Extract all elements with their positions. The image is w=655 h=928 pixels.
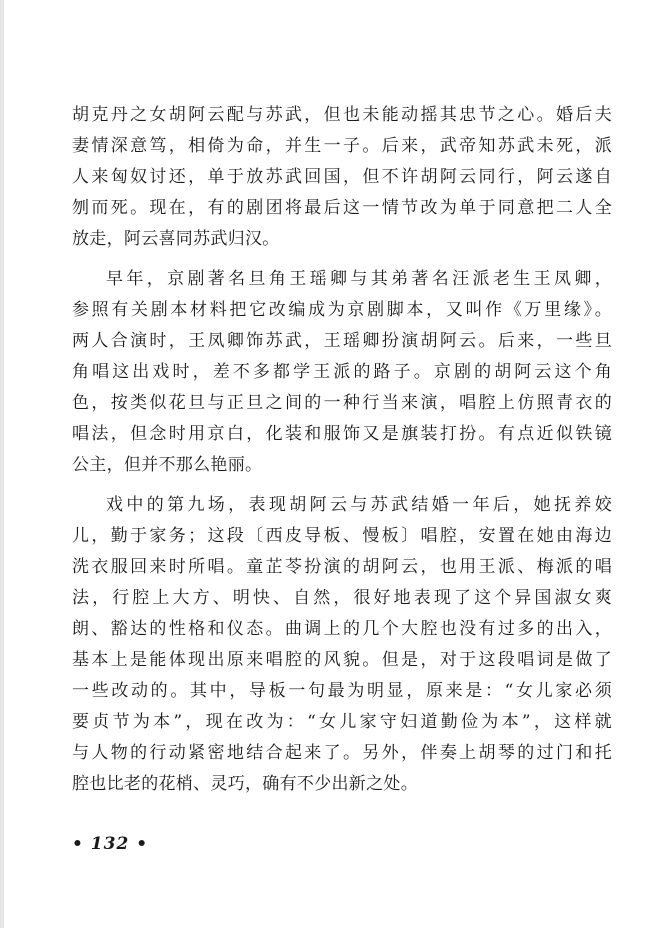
text-line: 戏中的第九场，表现胡阿云与苏武结婚一年后，她抚养姣 <box>106 495 612 515</box>
text-line: 朗、豁达的性格和仪态。曲调上的几个大腔也没有过多的出入， <box>72 619 612 639</box>
text-line: 基本上是能体现出原来唱腔的风貌。但是，对于这段唱词是做了 <box>72 650 612 670</box>
text-line: 胡克丹之女胡阿云配与苏武，但也未能动摇其忠节之心。婚后夫 <box>72 105 612 125</box>
text-line: 参照有关剧本材料把它改编成为京剧脚本，又叫作《万里缘》。 <box>72 300 612 320</box>
text-line: 角唱这出戏时，差不多都学王派的路子。京剧的胡阿云这个角 <box>72 362 612 382</box>
paragraph-1 <box>72 100 612 255</box>
text-line: 公主，但并不那么艳丽。 <box>72 455 263 475</box>
text-line: 唱法，但念时用京白，化装和服饰又是旗装打扮。有点近似铁镜 <box>72 424 612 444</box>
text-line: 一些改动的。其中，导板一句最为明显，原来是：“女儿家必须 <box>72 681 612 701</box>
text-line: 人来匈奴讨还，单于放苏武回国，但不许胡阿云同行，阿云遂自 <box>72 167 612 187</box>
text-line: 要贞节为本”，现在改为：“女儿家守妇道勤俭为本”，这样就 <box>72 712 612 732</box>
paragraph-2 <box>72 264 612 481</box>
text-line: 早年，京剧著名旦角王瑶卿与其弟著名汪派老生王凤卿， <box>106 269 612 289</box>
page-number: • 132 • <box>72 834 149 854</box>
text-line: 与人物的行动紧密地结合起来了。另外，伴奏上胡琴的过门和托 <box>72 743 612 763</box>
scan-edge <box>0 0 4 928</box>
text-line: 妻情深意笃，相倚为命，并生一子。后来，武帝知苏武未死，派 <box>72 136 612 156</box>
text-line: 法，行腔上大方、明快、自然，很好地表现了这个异国淑女爽 <box>72 588 612 608</box>
body-text <box>72 100 612 800</box>
text-line: 洗衣服回来时所唱。童芷苓扮演的胡阿云，也用王派、梅派的唱 <box>72 557 612 577</box>
text-line: 儿，勤于家务；这段〔西皮导板、慢板〕唱腔，安置在她由海边 <box>72 526 612 546</box>
text-line: 刎而死。现在，有的剧团将最后这一情节改为单于同意把二人全 <box>72 198 612 218</box>
text-line: 两人合演时，王凤卿饰苏武，王瑶卿扮演胡阿云。后来，一些旦 <box>72 331 612 351</box>
text-line: 腔也比老的花梢、灵巧，确有不少出新之处。 <box>72 774 418 794</box>
text-line: 放走，阿云喜同苏武归汉。 <box>72 229 280 249</box>
text-line: 色，按类似花旦与正旦之间的一种行当来演，唱腔上仿照青衣的 <box>72 393 612 413</box>
paragraph-3 <box>72 490 612 800</box>
